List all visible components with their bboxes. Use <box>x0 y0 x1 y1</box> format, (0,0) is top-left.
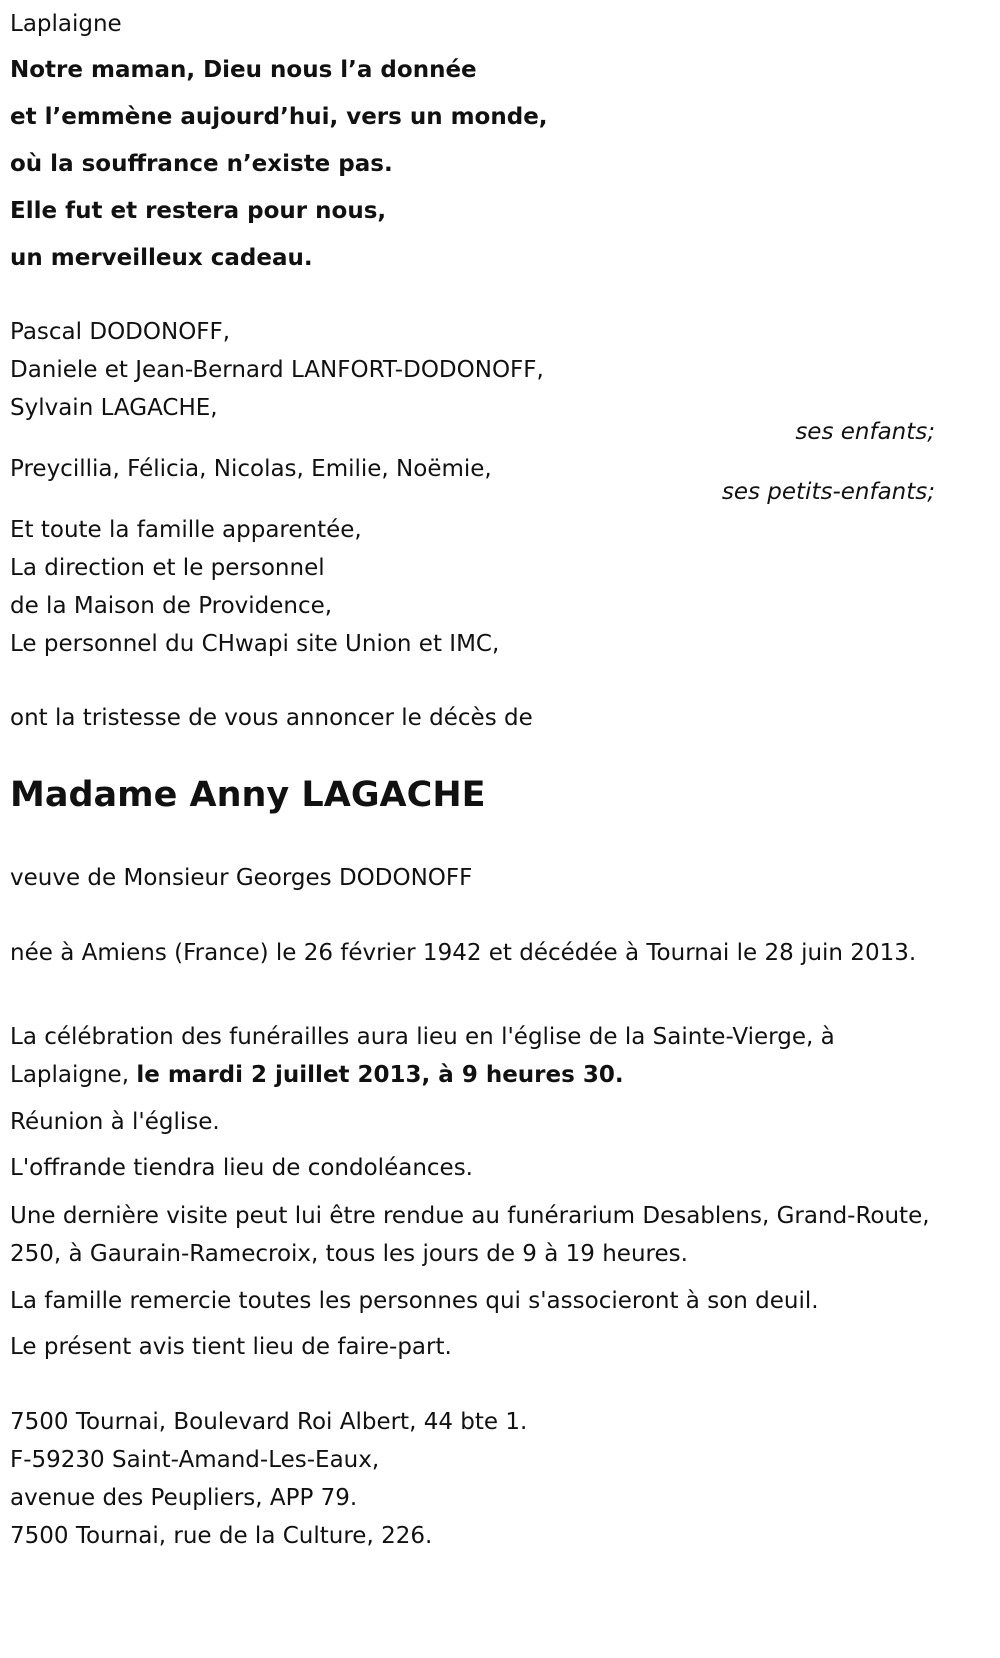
children-label: ses enfants; <box>795 419 935 445</box>
others-list <box>10 511 935 663</box>
funeral-text: La célébration des funérailles aura lieu en l'église de la Sainte-Vierge, à Laplaigne, <box>10 1024 835 1088</box>
meeting: Réunion à l'église. <box>10 1109 220 1135</box>
thanks: La famille remercie toutes les personnes qui s'associeront à son deuil. <box>10 1288 819 1314</box>
address-line: F-59230 Saint-Amand-Les-Eaux, <box>10 1447 380 1473</box>
grandchildren-label: ses petits-enfants; <box>721 479 935 505</box>
poem-line: Notre maman, Dieu nous l’a donnée <box>10 57 477 83</box>
announcement: ont la tristesse de vous annoncer le décès de <box>10 705 533 731</box>
poem-line: un merveilleux cadeau. <box>10 245 313 271</box>
address-line: 7500 Tournai, rue de la Culture, 226. <box>10 1523 433 1549</box>
address-line: avenue des Peupliers, APP 79. <box>10 1485 358 1511</box>
other-mourner: de la Maison de Providence, <box>10 593 333 619</box>
child-name: Pascal DODONOFF, <box>10 319 231 345</box>
grandchildren: Preycillia, Félicia, Nicolas, Emilie, Noëmie, <box>10 456 492 482</box>
other-mourner: Le personnel du CHwapi site Union et IMC, <box>10 631 500 657</box>
address-line: 7500 Tournai, Boulevard Roi Albert, 44 bte 1. <box>10 1409 528 1435</box>
funeral-date: le mardi 2 juillet 2013, à 9 heures 30. <box>136 1062 624 1088</box>
poem-line: Elle fut et restera pour nous, <box>10 198 387 224</box>
widow-of: veuve de Monsieur Georges DODONOFF <box>10 865 473 891</box>
poem-line: et l’emmène aujourd’hui, vers un monde, <box>10 104 548 130</box>
children-list <box>10 313 935 427</box>
deceased-name: Madame Anny LAGACHE <box>10 775 486 815</box>
poem <box>10 47 935 282</box>
place: Laplaigne <box>10 11 122 37</box>
other-mourner: La direction et le personnel <box>10 555 325 581</box>
offering: L'offrande tiendra lieu de condoléances. <box>10 1155 473 1181</box>
child-name: Daniele et Jean-Bernard LANFORT-DODONOFF, <box>10 357 544 383</box>
birth-death: née à Amiens (France) le 26 février 1942 et décédée à Tournai le 28 juin 2013. <box>10 940 917 966</box>
visit-info: Une dernière visite peut lui être rendue au funérarium Desablens, Grand-Route, 250, à Gaurain-Ramecroix, tous les jours de 9 à 19 heures. <box>10 1203 930 1267</box>
other-mourner: Et toute la famille apparentée, <box>10 517 362 543</box>
addresses <box>10 1403 935 1555</box>
funeral-info <box>10 1018 935 1094</box>
child-name: Sylvain LAGACHE, <box>10 395 218 421</box>
poem-line: où la souffrance n’existe pas. <box>10 151 393 177</box>
notice: Le présent avis tient lieu de faire-part. <box>10 1334 452 1360</box>
